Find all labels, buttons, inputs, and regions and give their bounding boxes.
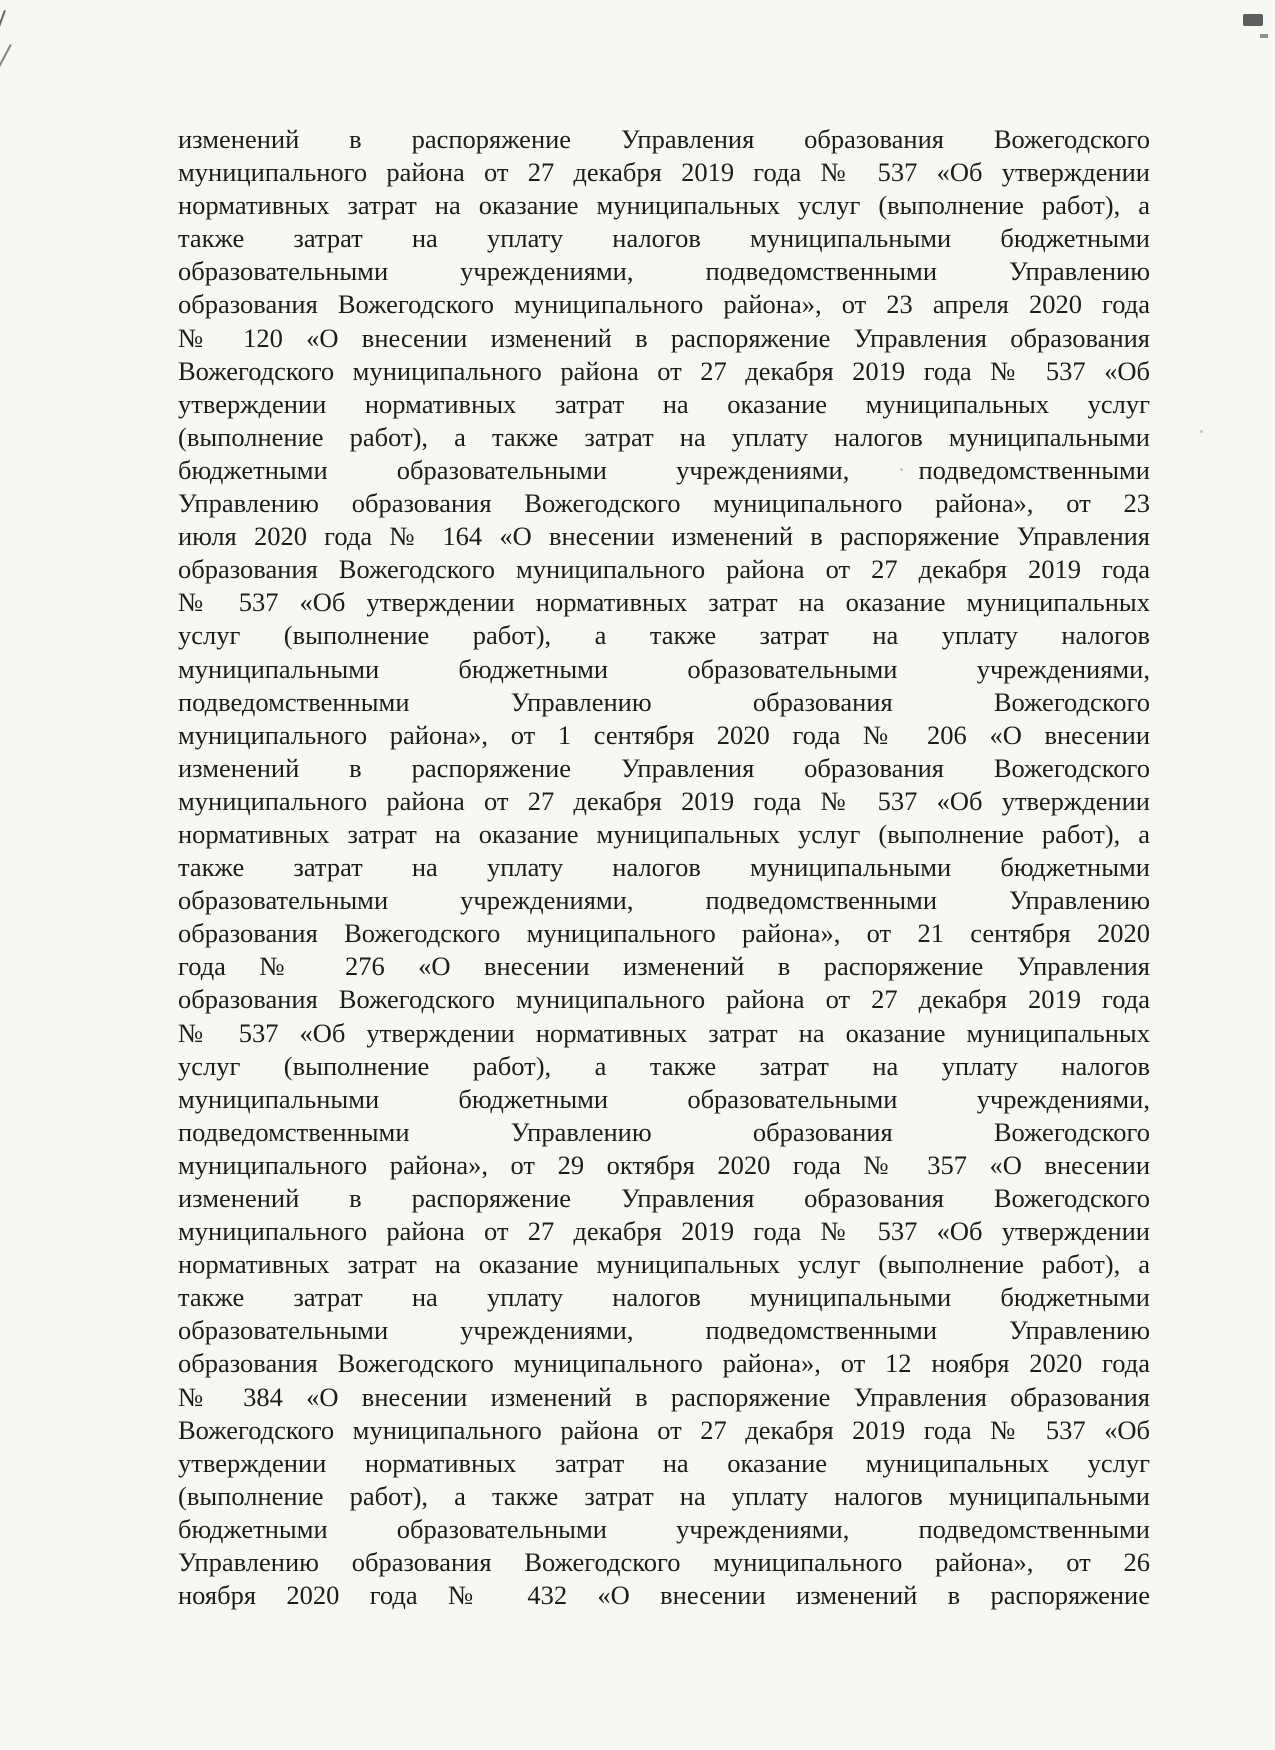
text-line: образования Вожегодского муниципального района от 27 декабря 2019 года bbox=[178, 554, 1150, 585]
text-line: № 384 «О внесении изменений в распоряжение Управления образования bbox=[178, 1381, 1150, 1412]
text-line: (выполнение работ), а также затрат на уплату налогов муниципальными bbox=[178, 1480, 1150, 1511]
text-line: года № 276 «О внесении изменений в распоряжение Управления bbox=[178, 951, 1150, 982]
text-line: № 537 «Об утверждении нормативных затрат на оказание муниципальных bbox=[178, 587, 1150, 618]
scan-speck bbox=[1200, 430, 1203, 433]
text-line: № 537 «Об утверждении нормативных затрат на оказание муниципальных bbox=[178, 1017, 1150, 1048]
text-line: муниципального района», от 1 сентября 2020 года № 206 «О внесении bbox=[178, 719, 1150, 750]
text-line: также затрат на уплату налогов муниципальными бюджетными bbox=[178, 852, 1150, 883]
text-line: (выполнение работ), а также затрат на уплату налогов муниципальными bbox=[178, 421, 1150, 452]
text-line: образования Вожегодского муниципального района от 27 декабря 2019 года bbox=[178, 984, 1150, 1015]
text-line: муниципального района», от 29 октября 2020 года № 357 «О внесении bbox=[178, 1149, 1150, 1180]
text-line: бюджетными образовательными учреждениями, подведомственными bbox=[178, 454, 1150, 485]
text-line: муниципального района от 27 декабря 2019 года № 537 «Об утверждении bbox=[178, 785, 1150, 816]
text-line: изменений в распоряжение Управления образования Вожегодского bbox=[178, 1183, 1150, 1213]
text-line: муниципальными бюджетными образовательными учреждениями, bbox=[178, 1083, 1150, 1114]
text-line: образовательными учреждениями, подведомственными Управлению bbox=[178, 885, 1150, 916]
text-line: № 120 «О внесении изменений в распоряжение Управления образования bbox=[178, 322, 1150, 353]
text-line: Вожегодского муниципального района от 27 декабря 2019 года № 537 «Об bbox=[178, 355, 1150, 386]
scan-artifact-mark bbox=[1260, 34, 1268, 38]
text-line: образовательными учреждениями, подведомственными Управлению bbox=[178, 1315, 1150, 1346]
text-line: изменений в распоряжение Управления образования Вожегодского bbox=[178, 752, 1150, 783]
text-line: нормативных затрат на оказание муниципальных услуг (выполнение работ), а bbox=[178, 190, 1150, 221]
text-line: услуг (выполнение работ), а также затрат на уплату налогов bbox=[178, 620, 1150, 651]
scan-artifact-stroke bbox=[0, 10, 6, 76]
text-line: Управлению образования Вожегодского муниципального района», от 23 bbox=[178, 488, 1150, 519]
text-line: бюджетными образовательными учреждениями, подведомственными bbox=[178, 1513, 1150, 1544]
text-line: также затрат на уплату налогов муниципальными бюджетными bbox=[178, 1282, 1150, 1313]
text-line: образования Вожегодского муниципального района», от 12 ноября 2020 года bbox=[178, 1348, 1150, 1379]
text-line: утверждении нормативных затрат на оказание муниципальных услуг bbox=[178, 388, 1150, 419]
text-line: услуг (выполнение работ), а также затрат на уплату налогов bbox=[178, 1050, 1150, 1081]
text-line: также затрат на уплату налогов муниципальными бюджетными bbox=[178, 223, 1150, 254]
text-line: образования Вожегодского муниципального района», от 23 апреля 2020 года bbox=[178, 289, 1150, 320]
text-line: июля 2020 года № 164 «О внесении изменений в распоряжение Управления bbox=[178, 521, 1150, 552]
text-line: подведомственными Управлению образования Вожегодского bbox=[178, 1116, 1150, 1147]
text-line: образования Вожегодского муниципального района», от 21 сентября 2020 bbox=[178, 918, 1150, 949]
text-line: муниципального района от 27 декабря 2019 года № 537 «Об утверждении bbox=[178, 157, 1150, 188]
text-line: образовательными учреждениями, подведомственными Управлению bbox=[178, 256, 1150, 287]
text-line: утверждении нормативных затрат на оказание муниципальных услуг bbox=[178, 1447, 1150, 1478]
text-line: муниципальными бюджетными образовательными учреждениями, bbox=[178, 653, 1150, 684]
text-line: подведомственными Управлению образования Вожегодского bbox=[178, 686, 1150, 717]
text-line: нормативных затрат на оказание муниципальных услуг (выполнение работ), а bbox=[178, 818, 1150, 849]
text-line: изменений в распоряжение Управления образования Вожегодского bbox=[178, 124, 1150, 154]
text-line: нормативных затрат на оказание муниципальных услуг (выполнение работ), а bbox=[178, 1249, 1150, 1280]
text-line: ноября 2020 года № 432 «О внесении изменений в распоряжение bbox=[178, 1580, 1150, 1611]
document-body-text bbox=[178, 123, 1150, 1612]
text-line: Вожегодского муниципального района от 27 декабря 2019 года № 537 «Об bbox=[178, 1414, 1150, 1445]
scan-artifact-stroke bbox=[0, 44, 12, 71]
scan-artifact-mark bbox=[1243, 14, 1263, 26]
text-line: муниципального района от 27 декабря 2019 года № 537 «Об утверждении bbox=[178, 1216, 1150, 1247]
text-line: Управлению образования Вожегодского муниципального района», от 26 bbox=[178, 1547, 1150, 1578]
